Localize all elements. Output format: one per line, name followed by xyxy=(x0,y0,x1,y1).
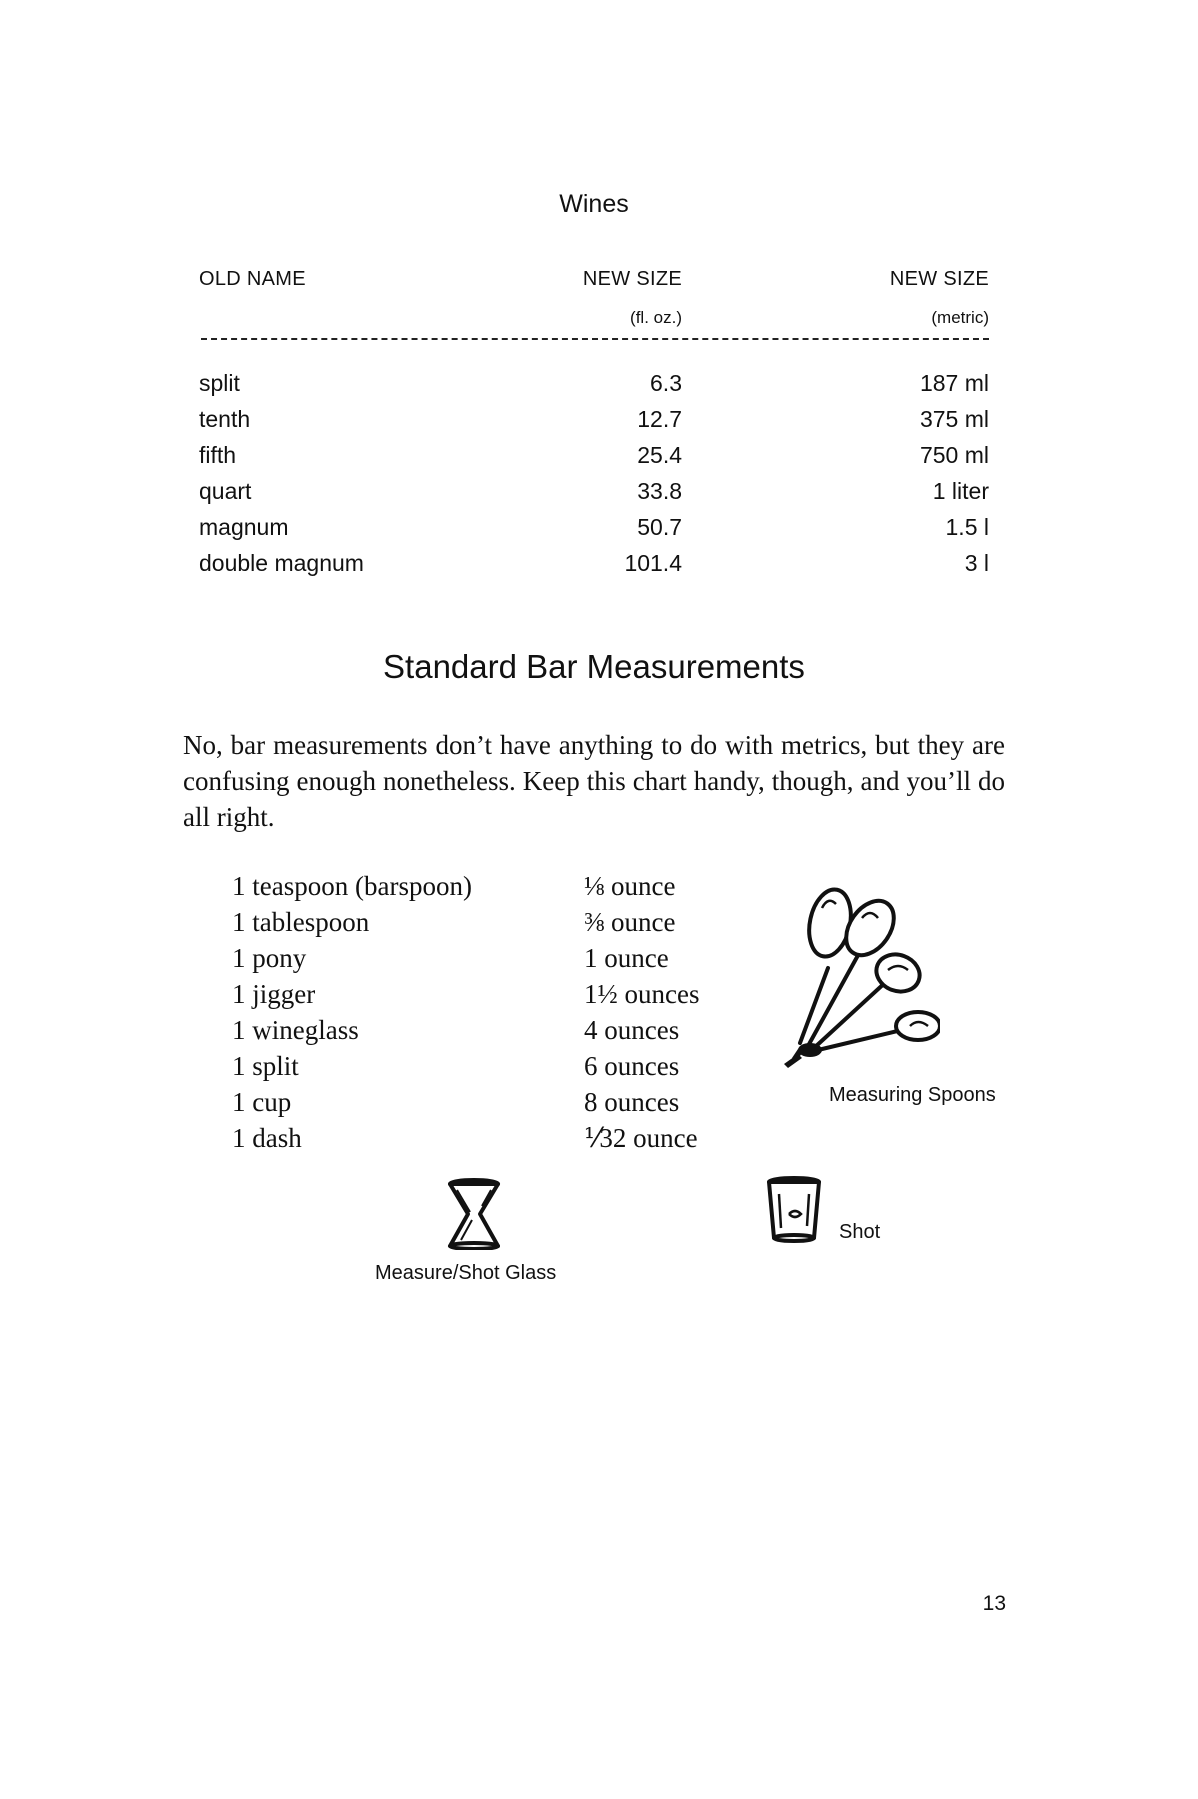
wine-old-name: fifth xyxy=(199,442,237,468)
wine-size-metric: 1.5 l xyxy=(945,514,989,540)
subheader-floz: (fl. oz.) xyxy=(630,308,682,327)
measure-name: 1 dash xyxy=(232,1123,302,1153)
measure-amount: 1½ ounces xyxy=(584,979,700,1009)
page-number: 13 xyxy=(982,1592,1006,1615)
measure-shot-glass-caption: Measure/Shot Glass xyxy=(375,1262,557,1284)
measure-name: 1 teaspoon (barspoon) xyxy=(232,871,472,901)
bar-measurements-title: Standard Bar Measurements xyxy=(383,648,805,685)
wine-size-floz: 33.8 xyxy=(637,478,682,504)
list-item xyxy=(232,1123,752,1159)
table-row xyxy=(199,476,989,512)
list-item xyxy=(232,979,752,1015)
header-new-size-metric: NEW SIZE xyxy=(889,268,989,290)
wine-size-floz: 6.3 xyxy=(650,370,682,396)
measuring-spoons-caption: Measuring Spoons xyxy=(829,1084,996,1106)
jigger-icon xyxy=(443,1178,505,1250)
wine-size-metric: 3 l xyxy=(964,550,989,576)
list-item xyxy=(232,871,752,907)
wine-size-floz: 12.7 xyxy=(637,406,682,432)
wines-table xyxy=(199,368,989,584)
measure-name: 1 split xyxy=(232,1051,299,1081)
measure-amount: ⅛ ounce xyxy=(584,871,676,901)
wine-old-name: double magnum xyxy=(199,550,364,576)
wine-size-floz: 50.7 xyxy=(637,514,682,540)
intro-paragraph: No, bar measurements don’t have anything to do with metrics, but they are confusing enough nonetheless. Keep this chart handy, though, and you’ll do all right. xyxy=(183,730,1005,832)
table-row xyxy=(199,440,989,476)
dashed-divider xyxy=(201,338,989,340)
measure-amount: ⅜ ounce xyxy=(584,907,676,937)
shot-caption: Shot xyxy=(839,1221,881,1243)
measure-amount: 4 ounces xyxy=(584,1015,680,1045)
measure-amount: ⅟32 ounce xyxy=(584,1123,698,1153)
measure-name: 1 cup xyxy=(232,1087,292,1117)
table-row xyxy=(199,548,989,584)
wine-old-name: magnum xyxy=(199,514,289,540)
wine-size-metric: 375 ml xyxy=(919,406,989,432)
measure-name: 1 tablespoon xyxy=(232,907,370,937)
wine-old-name: split xyxy=(199,370,240,396)
header-old-name: OLD NAME xyxy=(199,268,306,290)
measure-amount: 6 ounces xyxy=(584,1051,680,1081)
list-item xyxy=(232,1087,752,1123)
bar-measurements-table xyxy=(232,871,752,1159)
wine-size-floz: 101.4 xyxy=(624,550,682,576)
subheader-metric: (metric) xyxy=(931,308,989,327)
wine-old-name: quart xyxy=(199,478,252,504)
table-row xyxy=(199,404,989,440)
list-item xyxy=(232,943,752,979)
header-new-size-floz: NEW SIZE xyxy=(582,268,682,290)
measure-amount: 8 ounces xyxy=(584,1087,680,1117)
list-item xyxy=(232,1015,752,1051)
list-item xyxy=(232,1051,752,1087)
wine-size-metric: 1 liter xyxy=(932,478,989,504)
wine-size-metric: 187 ml xyxy=(919,370,989,396)
measuring-spoons-icon xyxy=(770,878,940,1068)
measure-name: 1 jigger xyxy=(232,979,316,1009)
shot-glass-icon xyxy=(765,1176,823,1244)
measure-name: 1 wineglass xyxy=(232,1015,359,1045)
table-row xyxy=(199,368,989,404)
list-item xyxy=(232,907,752,943)
wines-title: Wines xyxy=(559,190,629,218)
measure-amount: 1 ounce xyxy=(584,943,669,973)
measure-name: 1 pony xyxy=(232,943,307,973)
table-row xyxy=(199,512,989,548)
wine-old-name: tenth xyxy=(199,406,251,432)
wine-size-floz: 25.4 xyxy=(637,442,682,468)
wine-size-metric: 750 ml xyxy=(919,442,989,468)
